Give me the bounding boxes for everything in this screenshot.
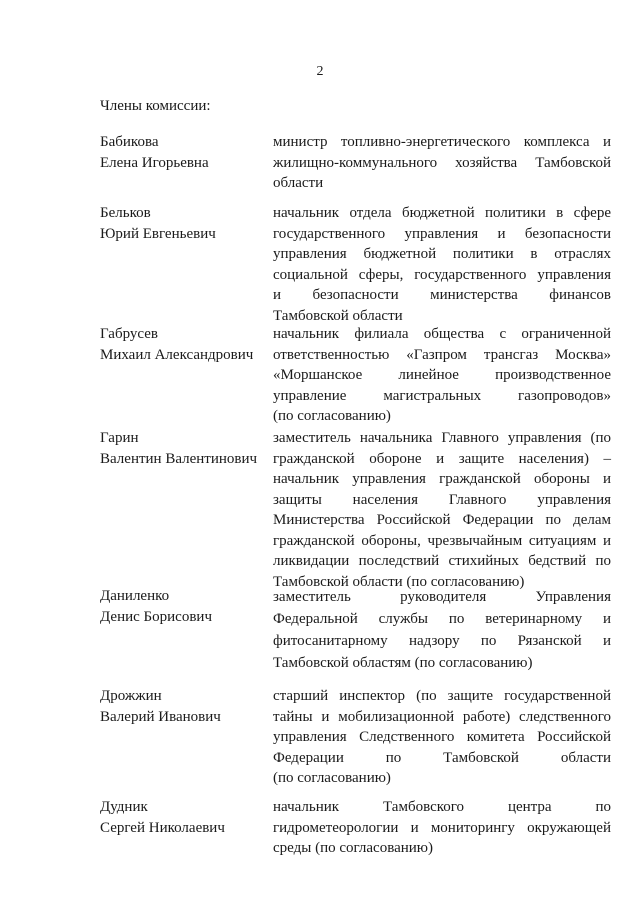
position-line: гидрометеорологии и мониторингу окружающей <box>273 819 611 836</box>
position-line: Тамбовской области <box>273 307 403 324</box>
position-line: старший инспектор (по защите государственной <box>273 688 611 704</box>
position-line: гражданской обороны, чрезвычайным ситуациям и <box>273 532 611 549</box>
position-line: (по согласованию) <box>273 408 391 424</box>
position-line: Федеральной службы по ветеринарному и <box>273 611 611 627</box>
member-given-name: Юрий Евгеньевич <box>100 225 216 242</box>
member-name <box>100 324 270 365</box>
position-line: (по согласованию) <box>273 770 391 786</box>
page-number: 2 <box>316 64 324 79</box>
member-given-name: Денис Борисович <box>100 608 212 625</box>
member-given-name: Валерий Иванович <box>100 708 221 725</box>
member-name <box>100 428 270 469</box>
position-line: социальной сферы, государственного управления <box>273 266 611 283</box>
position-line: ответственностью «Газпром трансгаз Москва» <box>273 346 611 363</box>
member-given-name: Михаил Александрович <box>100 346 254 363</box>
member-position <box>273 586 611 674</box>
member-position <box>273 797 611 859</box>
position-line: гражданской обороне и защите населения) – <box>273 450 611 467</box>
position-line: управления Следственного комитета Российской <box>273 729 611 745</box>
position-line: начальник филиала общества с ограниченной <box>273 326 611 342</box>
position-line: начальник отдела бюджетной политики в сфере <box>273 205 611 221</box>
position-line: управления бюджетной политики в отраслях <box>273 246 611 262</box>
member-position <box>273 203 611 326</box>
member-position <box>273 324 611 427</box>
position-line: Федерации по Тамбовской области <box>273 749 611 766</box>
position-line: «Моршанское линейное производственное <box>273 367 611 383</box>
member-given-name: Валентин Валентинович <box>100 450 258 467</box>
member-given-name: Елена Игорьевна <box>100 154 209 171</box>
member-name <box>100 586 270 627</box>
member-surname: Бабикова <box>100 134 159 150</box>
position-line: среды (по согласованию) <box>273 840 433 856</box>
member-position <box>273 686 611 789</box>
position-line: Тамбовской области (по согласованию) <box>273 573 525 590</box>
position-line: Тамбовской областям (по согласованию) <box>273 655 533 671</box>
member-surname: Бельков <box>100 205 151 221</box>
position-line: государственного управления и безопасности <box>273 225 611 242</box>
position-line: начальник управления гражданской обороны и <box>273 471 611 487</box>
member-surname: Гарин <box>100 430 139 446</box>
position-line: заместитель руководителя Управления <box>273 589 611 605</box>
position-line: защиты населения Главного управления <box>273 491 611 508</box>
member-position <box>273 428 611 592</box>
member-name <box>100 203 270 244</box>
section-heading: Члены комиссии: <box>100 98 211 114</box>
position-line: области <box>273 175 324 191</box>
member-name <box>100 132 270 173</box>
position-line: заместитель начальника Главного управления (по <box>273 430 611 446</box>
position-line: Министерства Российской Федерации по делам <box>273 512 611 528</box>
position-line: жилищно-коммунального хозяйства Тамбовской <box>273 154 611 171</box>
position-line: начальник Тамбовского центра по <box>273 799 611 815</box>
member-position <box>273 132 611 194</box>
member-surname: Дрожжин <box>100 688 162 704</box>
position-line: тайны и мобилизационной работе) следственного <box>273 708 611 725</box>
position-line: министр топливно-энергетического комплекса и <box>273 134 611 150</box>
member-given-name: Сергей Николаевич <box>100 819 225 836</box>
member-surname: Габрусев <box>100 326 158 342</box>
member-surname: Дудник <box>100 799 148 815</box>
position-line: фитосанитарному надзору по Рязанской и <box>273 633 611 649</box>
member-name <box>100 686 270 727</box>
position-line: управление магистральных газопроводов» <box>273 387 611 404</box>
position-line: и безопасности министерства финансов <box>273 287 611 303</box>
position-line: ликвидации последствий стихийных бедствий по <box>273 553 611 569</box>
member-surname: Даниленко <box>100 588 170 604</box>
member-name <box>100 797 270 838</box>
